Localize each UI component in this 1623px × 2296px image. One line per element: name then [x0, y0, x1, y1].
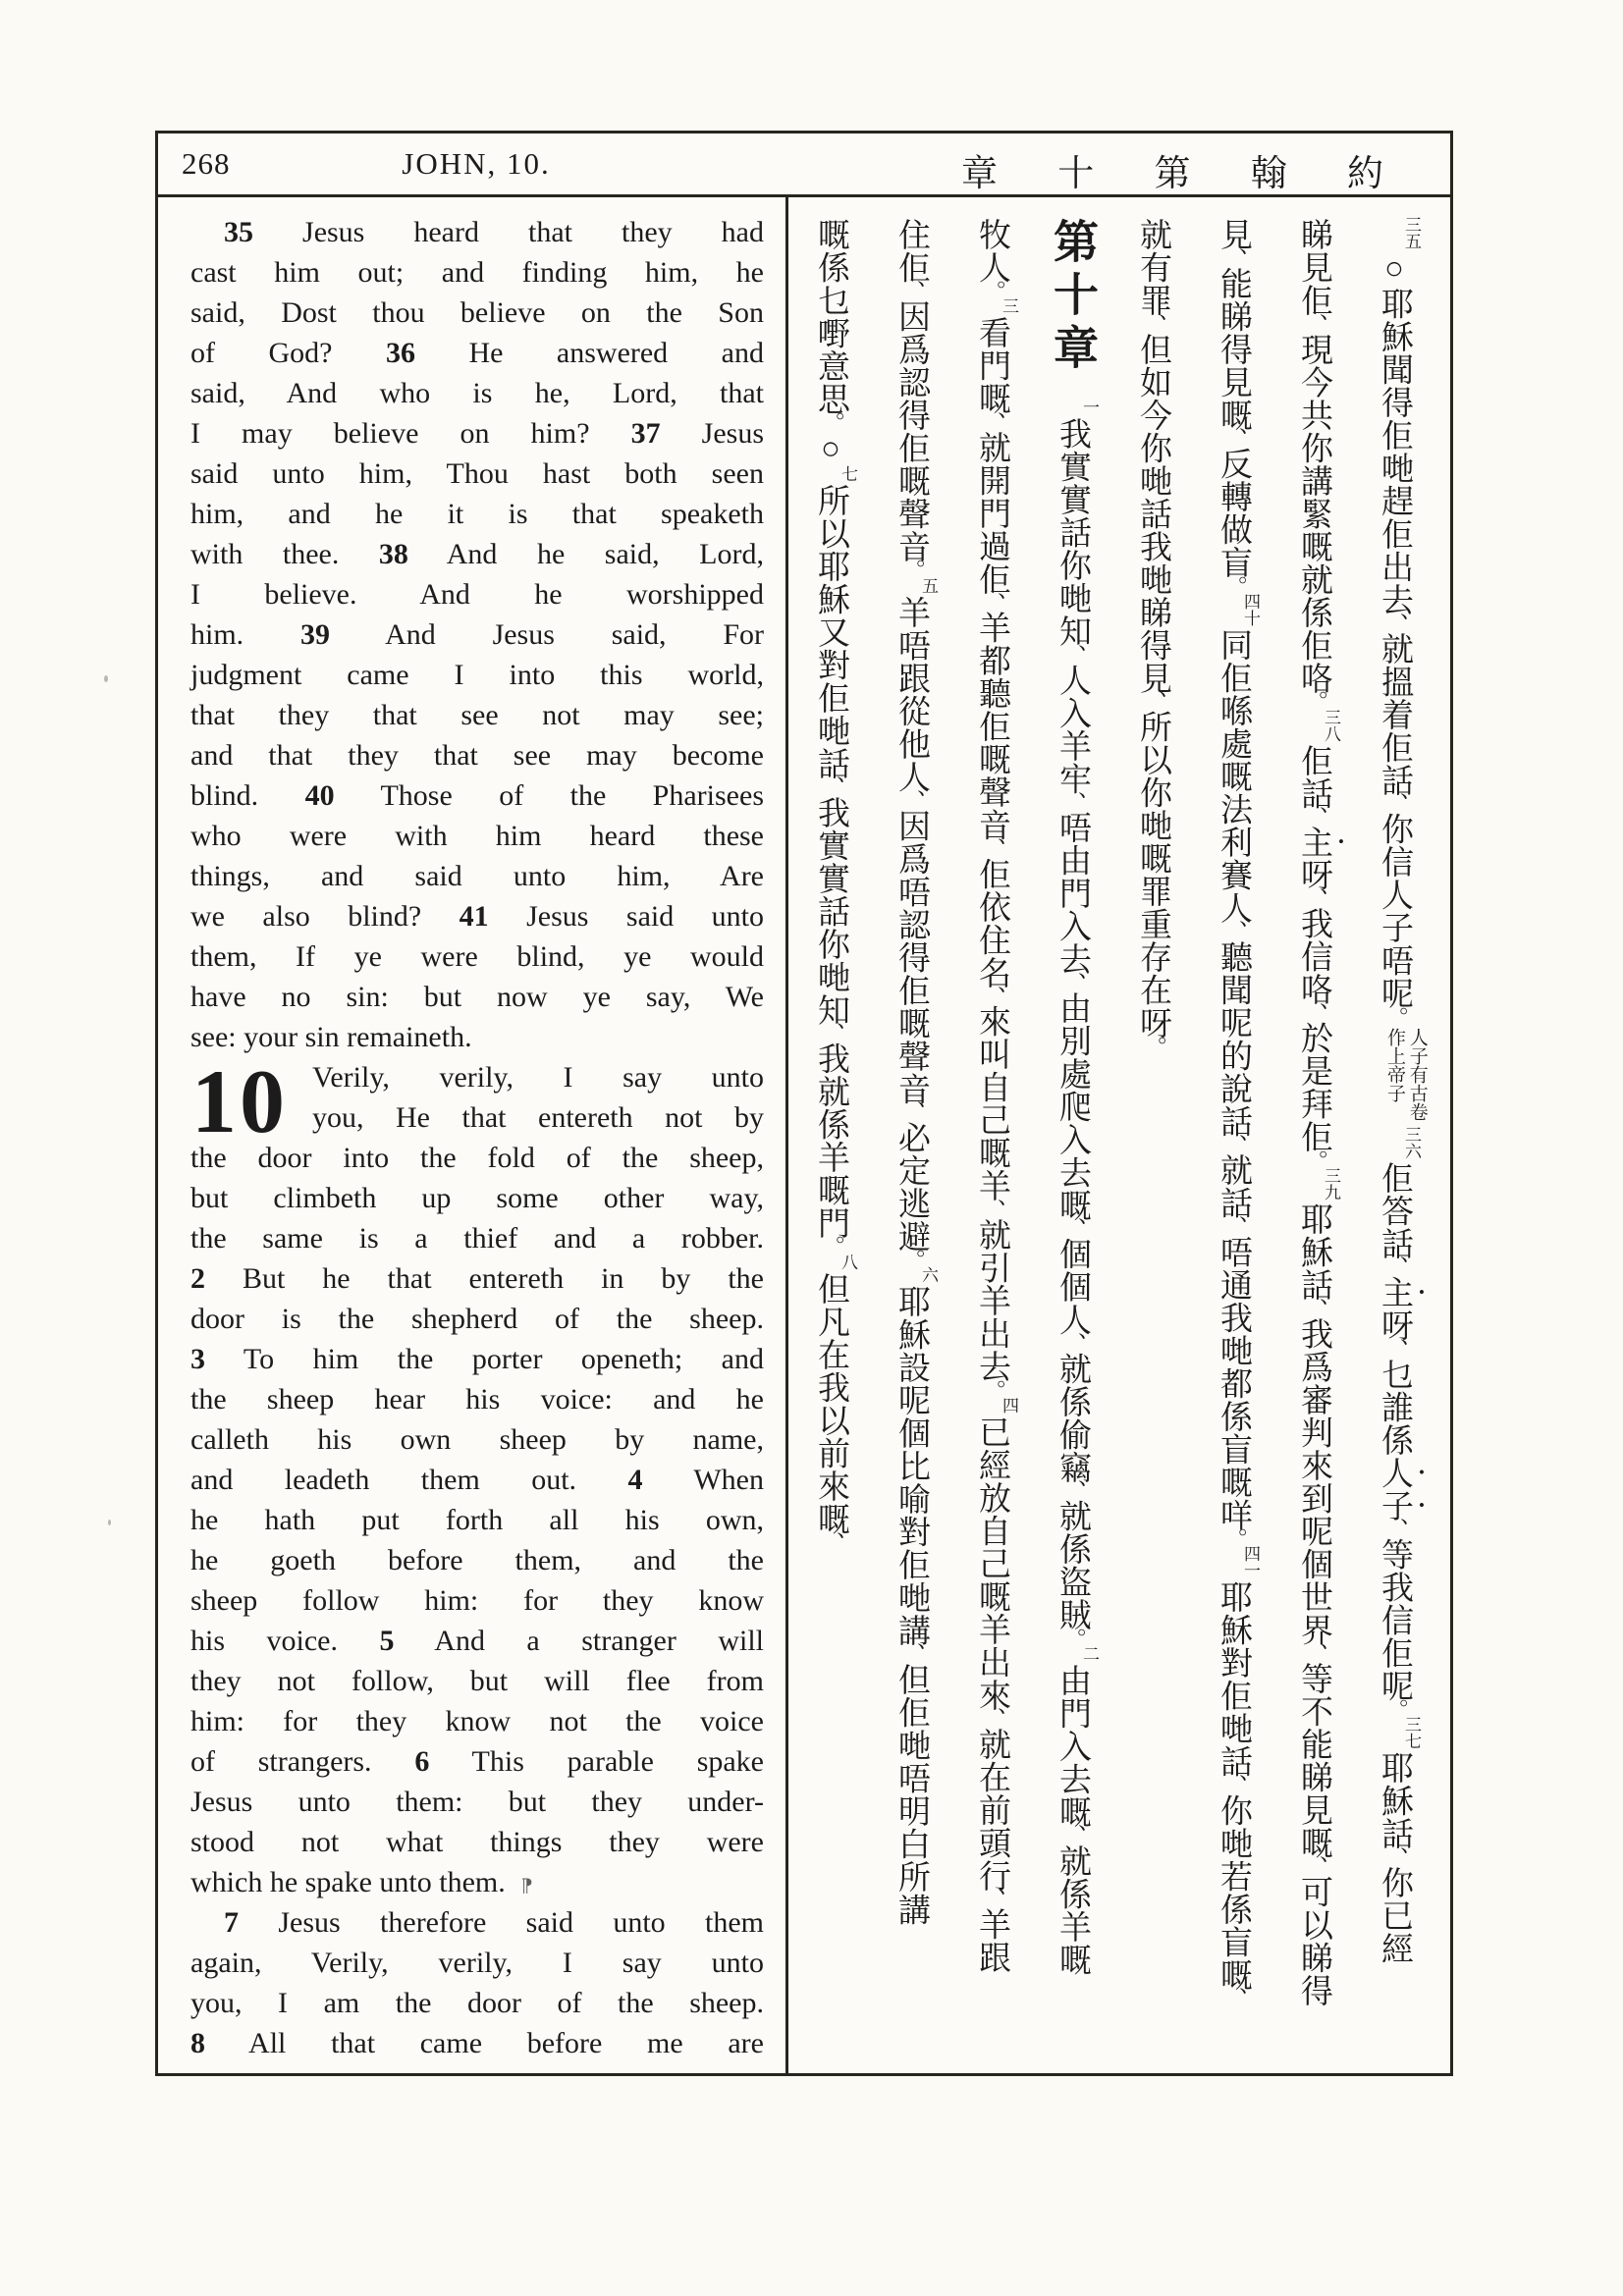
english-text-line: the door into the fold of the sheep,	[190, 1142, 764, 1174]
english-text-line: but climbeth up some other way,	[190, 1182, 764, 1214]
scripture-text: 但凡在我以前來嘅、	[813, 1271, 848, 1555]
scripture-text: 住佢、因爲認得佢嘅聲音。	[893, 218, 929, 583]
verse-number: 35	[224, 216, 253, 248]
verse-number: 39	[299, 618, 330, 651]
scripture-text: 羊唔跟從他人、因爲唔認得佢嘅聲音、必定逃避。	[893, 595, 929, 1272]
cjk-punctuation: 、	[1381, 1337, 1407, 1362]
chinese-text-column	[1193, 218, 1273, 2079]
english-text-line: cast him out; and finding him, he	[190, 256, 764, 289]
cjk-punctuation: 、	[1059, 1332, 1085, 1357]
cjk-punctuation: 、	[898, 1642, 924, 1667]
verse-number: 8	[190, 2027, 205, 2059]
english-text-line: Jesus unto them: but they under-	[190, 1786, 764, 1818]
cjk-punctuation: 、	[1220, 246, 1246, 271]
cjk-punctuation: 、	[1220, 1214, 1246, 1240]
scripture-text: 就有罪、但如今你哋話我哋睇得見、所以你哋嘅罪重存在呀。	[1135, 218, 1170, 1059]
scripture-text: 呀、我信咯、於是拜佢。	[1296, 858, 1331, 1174]
cjk-punctuation: 。	[898, 1248, 924, 1272]
cjk-punctuation: 、	[1301, 1855, 1326, 1880]
verse-number-marker: 七	[839, 464, 857, 482]
cjk-punctuation: 、	[979, 410, 1004, 436]
verse-number: 5	[379, 1625, 395, 1657]
english-text-line: he goeth before them, and the	[190, 1544, 764, 1576]
verse-number: 7	[224, 1906, 239, 1939]
verse-number: 36	[385, 337, 415, 369]
cjk-punctuation: 、	[1140, 690, 1165, 715]
chinese-text-column	[1273, 218, 1354, 2079]
verse-number-marker: 三八	[1322, 708, 1340, 742]
english-text-line: of strangers. 6 This parable spake	[190, 1745, 764, 1778]
cjk-punctuation: 、	[979, 1888, 1004, 1912]
verse-number-marker: 一	[1080, 399, 1099, 415]
cjk-punctuation: 、	[1301, 312, 1326, 337]
cjk-punctuation: 、	[1220, 920, 1246, 944]
english-text-line: the sheep hear his voice: and he	[190, 1383, 764, 1415]
scripture-text: 耶穌設呢個比喻對佢哋講、但佢哋唔明白所講	[893, 1284, 929, 1926]
scripture-text: 已經放自己嘅羊出來、就在前頭行、羊跟	[974, 1415, 1009, 1974]
verse-number-marker: 二	[1080, 1644, 1099, 1662]
cjk-punctuation: 。	[1220, 1526, 1246, 1551]
english-text-line: said, Dost thou believe on the Son	[190, 296, 764, 329]
verse-number-marker: 四一	[1241, 1544, 1260, 1578]
scripture-text: 嘅係乜嘢意思。○	[813, 218, 848, 467]
cjk-punctuation: 。	[1301, 690, 1326, 715]
verse-number-marker: 四	[1000, 1396, 1018, 1414]
verse-number: 38	[378, 538, 408, 570]
verse-number: 6	[414, 1745, 430, 1778]
cjk-punctuation: 、	[898, 788, 924, 813]
page-number: 268	[182, 146, 231, 181]
cjk-punctuation: 。	[979, 280, 1004, 304]
english-text-line: see: your sin remaineth.	[190, 1021, 472, 1053]
verse-number-marker: 三九	[1322, 1167, 1340, 1201]
cjk-punctuation: 、	[1140, 312, 1165, 337]
cjk-punctuation: 、	[979, 1198, 1004, 1223]
cjk-punctuation: 。	[898, 559, 924, 583]
cjk-punctuation: 、	[1301, 1001, 1326, 1026]
cjk-punctuation: 、	[1301, 805, 1326, 829]
inline-annotation-note: 人子有古卷作上帝子	[1384, 1027, 1428, 1121]
cjk-punctuation: 、	[818, 775, 843, 800]
scripture-text: 我實實話你哋知、人入羊牢、唔由門入去、由別處爬入去嘅、個個人、就係偷竊、就係盜賊。	[1055, 417, 1090, 1651]
english-text-line: have no sin: but now ye say, We	[190, 981, 764, 1013]
english-text-line: and that they that see may become	[190, 739, 764, 772]
scripture-text: 所以耶穌又對佢哋話、我實實話你哋知、我就係羊嘅門。	[813, 483, 848, 1259]
verse-number: 2	[190, 1262, 205, 1295]
cjk-punctuation: 、	[1059, 790, 1085, 816]
verse-number: 40	[304, 779, 335, 812]
cjk-punctuation: 、	[979, 591, 1004, 615]
english-text-line: which he spake unto them. ⁋	[190, 1866, 533, 1898]
english-text-line: I may believe on him? 37 Jesus	[190, 417, 765, 450]
scripture-text: 耶穌話、你已經	[1377, 1751, 1412, 1965]
english-text-line: again, Verily, verily, I say unto	[190, 1947, 764, 1979]
verse-number-marker: 八	[839, 1253, 857, 1270]
emphasized-name: 主	[1296, 825, 1331, 859]
book-page-frame	[155, 131, 1453, 2076]
page-header	[158, 133, 1450, 197]
chinese-text-panel	[788, 194, 1450, 2073]
chinese-text-column	[951, 218, 1032, 2079]
running-title-chinese: 章 十 第 翰 約	[961, 154, 1409, 194]
scan-speck	[104, 675, 108, 682]
scripture-text: 睇見佢、現今共你講緊嘅就係佢咯。	[1296, 218, 1331, 715]
running-title-english: JOHN, 10.	[402, 146, 551, 181]
english-text-line: blind. 40 Those of the Pharisees	[190, 779, 764, 812]
verse-number-marker: 三	[1000, 297, 1018, 315]
cjk-punctuation: 、	[1220, 1773, 1246, 1798]
cjk-punctuation: 。	[818, 1235, 843, 1259]
cjk-punctuation: 。	[1381, 1005, 1407, 1030]
verse-number: 37	[630, 417, 661, 450]
chapter-number-drop-cap: 10	[191, 1051, 288, 1151]
cjk-punctuation: 、	[1059, 1479, 1085, 1504]
cjk-punctuation: 、	[1059, 1217, 1085, 1242]
chinese-text-column	[1112, 218, 1193, 2079]
verse-number-marker: 三六	[1402, 1125, 1421, 1159]
english-text-line: said, And who is he, Lord, that	[190, 377, 764, 409]
english-text-line: the same is a thief and a robber.	[190, 1222, 764, 1255]
english-text-line: with thee. 38 And he said, Lord,	[190, 538, 764, 570]
cjk-punctuation: 、	[1059, 1824, 1085, 1848]
verse-number-marker: 四十	[1241, 592, 1260, 626]
english-text-line: he hath put forth all his own,	[190, 1504, 764, 1536]
cjk-punctuation: 、	[818, 1022, 843, 1046]
cjk-punctuation: 、	[979, 985, 1004, 1009]
english-text-line: stood not what things they were	[190, 1826, 764, 1858]
english-text-line: judgment came I into this world,	[190, 659, 764, 691]
english-text-line: 7 Jesus therefore said unto them	[224, 1906, 764, 1939]
english-text-line: said unto him, Thou hast both seen	[190, 457, 764, 490]
cjk-punctuation: 。	[979, 1378, 1004, 1403]
scripture-text: 牧人。	[974, 218, 1009, 304]
cjk-punctuation: 、	[1381, 792, 1407, 817]
english-text-line: I believe. And he worshipped	[190, 578, 764, 611]
english-text-line: his voice. 5 And a stranger will	[190, 1625, 764, 1657]
english-text-line: and leadeth them out. 4 When	[190, 1464, 764, 1496]
verse-number-marker: 三五	[1402, 216, 1421, 249]
scan-speck	[108, 1520, 111, 1525]
cjk-punctuation: 、	[1381, 612, 1407, 636]
cjk-punctuation: 。	[1140, 1035, 1165, 1059]
cjk-punctuation: 、	[818, 1530, 843, 1555]
cjk-punctuation: 、	[898, 280, 924, 304]
cjk-punctuation: 。	[818, 411, 843, 436]
cjk-punctuation: 、	[1220, 1987, 1246, 2011]
verse-number: 3	[190, 1343, 205, 1375]
scripture-text: 同佢喺處嘅法利賽人、聽聞呢的說話、就話、唔通我哋都係盲嘅咩。	[1216, 627, 1251, 1551]
english-text-line: who were with him heard these	[190, 820, 764, 852]
english-text-line: things, and said unto him, Are	[190, 860, 764, 892]
cjk-punctuation: 。	[1381, 1698, 1407, 1723]
scripture-text: 耶穌對佢哋話、你哋若係盲嘅、	[1216, 1579, 1251, 2011]
cjk-punctuation: 、	[1220, 427, 1246, 452]
verse-number-marker: 三七	[1402, 1716, 1421, 1750]
cjk-punctuation: 、	[1301, 1641, 1326, 1667]
scripture-text: 佢答話、	[1377, 1160, 1412, 1280]
cjk-punctuation: 、	[1381, 1845, 1407, 1871]
verse-number-marker: 六	[919, 1265, 938, 1283]
chinese-text-column	[1032, 218, 1112, 2079]
cjk-punctuation: 、	[1059, 971, 1085, 995]
english-text-line: of God? 36 He answered and	[190, 337, 764, 369]
english-text-line: you, I am the door of the sheep.	[190, 1987, 764, 2019]
scripture-text: 耶穌話、我爲審判來到呢個世界、等不能睇見嘅、可以睇得	[1296, 1202, 1331, 2007]
verse-number: 41	[459, 900, 489, 933]
chapter-heading: 第十章	[1048, 218, 1098, 377]
english-text-line: 3 To him the porter openeth; and	[190, 1343, 764, 1375]
cjk-punctuation: 、	[979, 1707, 1004, 1732]
english-text-line: we also blind? 41 Jesus said unto	[190, 900, 765, 933]
cjk-punctuation: 、	[1301, 1297, 1326, 1321]
verse-number: 4	[627, 1464, 643, 1496]
english-text-line: him. 39 And Jesus said, For	[190, 618, 764, 651]
verse-number-marker: 五	[919, 576, 938, 594]
chinese-text-column	[871, 218, 951, 2079]
emphasized-name: 人子	[1377, 1456, 1412, 1522]
cjk-punctuation: 、	[1220, 1133, 1246, 1157]
english-text-line: door is the shepherd of the sheep.	[190, 1303, 764, 1335]
emphasized-name: 主	[1377, 1275, 1412, 1309]
cjk-punctuation: 。	[1301, 1148, 1326, 1174]
cjk-punctuation: 。	[1220, 574, 1246, 599]
cjk-punctuation: 、	[1059, 643, 1085, 667]
english-text-line: 35 Jesus heard that they had	[224, 216, 764, 248]
scripture-text: ○耶穌聞得佢哋趕佢出去、就搵着佢話、你信人子唔呢。	[1377, 251, 1412, 1030]
english-text-line: 8 All that came before me are	[190, 2027, 764, 2059]
chinese-text-column	[1354, 218, 1434, 2079]
scripture-text: 看門嘅、就開門過佢、羊都聽佢嘅聲音、佢依住名、來叫自己嘅羊、就引羊出去。	[974, 316, 1009, 1403]
scripture-text: 佢話、	[1296, 743, 1331, 829]
english-text-line: you, He that entereth not by	[312, 1101, 764, 1134]
chinese-text-column	[790, 218, 871, 2079]
english-text-line: Verily, verily, I say unto	[312, 1061, 764, 1094]
scripture-text: 見、能睇得見嘅、反轉做盲。	[1216, 218, 1251, 599]
english-text-line: they not follow, but will flee from	[190, 1665, 764, 1697]
cjk-punctuation: 、	[898, 1100, 924, 1125]
english-text-line: 2 But he that entereth in by the	[190, 1262, 764, 1295]
scripture-text: 、等我信佢呢。	[1377, 1518, 1412, 1723]
english-text-line: them, If ye were blind, ye would	[190, 940, 764, 973]
cjk-punctuation: 、	[1301, 886, 1326, 912]
english-text-line: that they that see not may see;	[190, 699, 764, 731]
cjk-punctuation: 、	[1381, 1518, 1407, 1542]
cjk-punctuation: 。	[1059, 1627, 1085, 1651]
english-text-line: sheep follow him: for they know	[190, 1584, 764, 1617]
cjk-punctuation: 、	[979, 837, 1004, 862]
scripture-text: 由門入去嘅、就係羊嘅	[1055, 1663, 1090, 1976]
scripture-text: 呀、乜誰係	[1377, 1308, 1412, 1457]
english-text-line: him: for they know not the voice	[190, 1705, 764, 1737]
printer-mark: ⁋	[520, 1876, 533, 1896]
cjk-punctuation: 、	[1381, 1255, 1407, 1280]
english-text-line: calleth his own sheep by name,	[190, 1423, 764, 1456]
english-text-line: him, and he it is that speaketh	[190, 498, 764, 530]
